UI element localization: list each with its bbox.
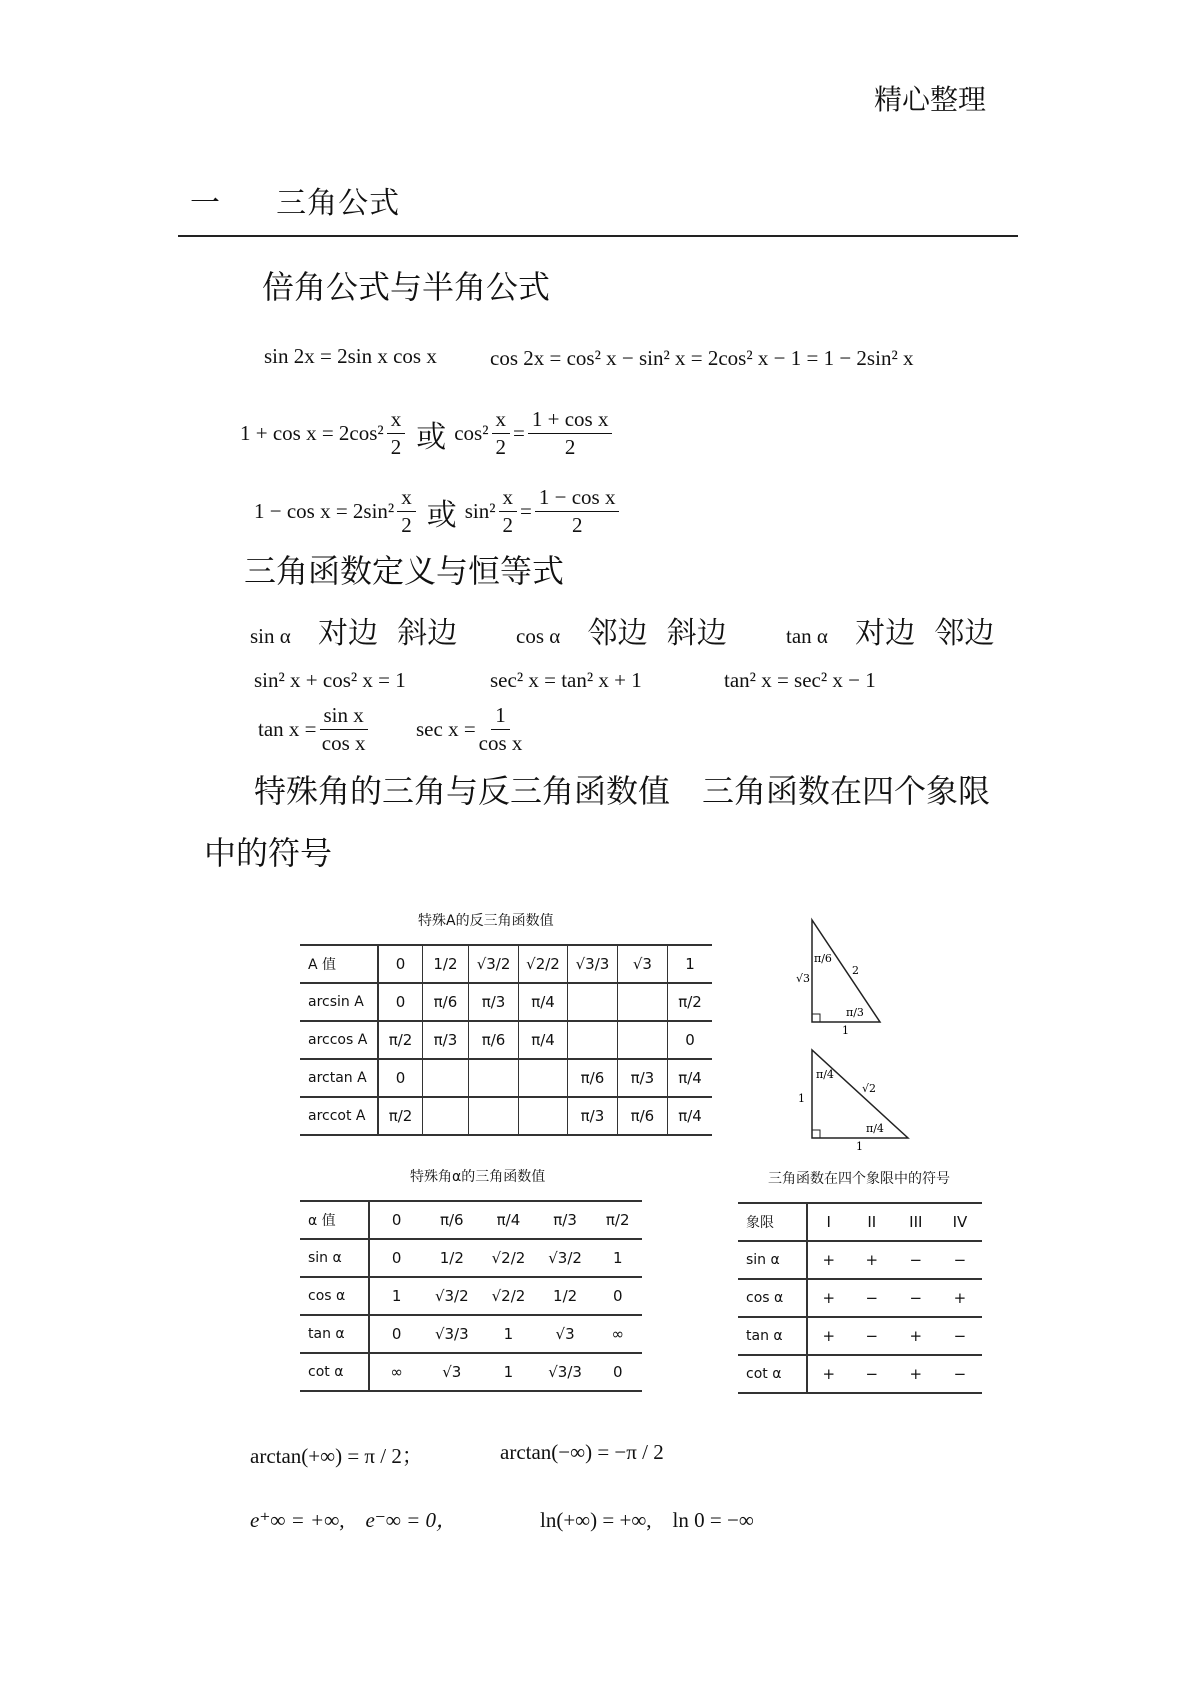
table2-cell: π/4 xyxy=(480,1201,537,1239)
table1-cell: π/2 xyxy=(378,1097,422,1135)
def-sin-edge-a: 对边 xyxy=(318,616,379,651)
def-cos xyxy=(516,608,727,652)
table2-cell: 1 xyxy=(369,1277,424,1315)
table2-cell: π/6 xyxy=(423,1201,480,1239)
def-cos-fn: cos α xyxy=(516,624,561,648)
table1-cell xyxy=(469,1097,518,1135)
half-sin-den: 2 xyxy=(401,513,412,538)
table1-cell xyxy=(617,1021,667,1059)
table1-cell: 0 xyxy=(378,1059,422,1097)
table1-cell: π/3 xyxy=(422,1021,469,1059)
table1-row xyxy=(300,983,712,1021)
tri1-side-left: √3 xyxy=(796,972,811,985)
table2-cell: cos α xyxy=(300,1277,369,1315)
table3-cell: + xyxy=(894,1317,938,1355)
half-cos-frac-den: 2 xyxy=(564,435,576,460)
table2-cell: cot α xyxy=(300,1353,369,1391)
tri2-hyp: √2 xyxy=(862,1082,877,1095)
subheading-special-angles: 特殊角的三角与反三角函数值 三角函数在四个象限 xyxy=(254,772,991,810)
tri2-angle-top: π/4 xyxy=(816,1068,834,1081)
formula-sin2x: sin 2x = 2sin x cos x xyxy=(264,344,437,368)
table1-cell: 0 xyxy=(668,1021,712,1059)
sec-def-den: cos x xyxy=(478,731,523,756)
half-sin-frac-den: 2 xyxy=(571,513,583,538)
tri2-base: 1 xyxy=(856,1140,863,1153)
table3-cell: − xyxy=(938,1355,982,1393)
table2-cell: 0 xyxy=(369,1315,424,1353)
table1-cell: √2/2 xyxy=(518,945,567,983)
table1-cell: π/4 xyxy=(668,1059,712,1097)
or-word: 或 xyxy=(416,419,447,455)
section-number: 一 xyxy=(190,186,221,221)
half-cos-num: x xyxy=(387,408,406,434)
subheading-definitions: 三角函数定义与恒等式 xyxy=(244,552,565,590)
half-sin-frac-num: 1 − cos x xyxy=(535,486,620,512)
table2-cell: ∞ xyxy=(593,1315,642,1353)
table2-cell: 1 xyxy=(480,1353,537,1391)
table2-cell: sin α xyxy=(300,1239,369,1277)
table2-cell: √2/2 xyxy=(480,1277,537,1315)
half-cos-right-x: x xyxy=(492,408,511,434)
tri2-angle-bottom: π/4 xyxy=(866,1122,884,1135)
table1-cell: π/6 xyxy=(568,1059,617,1097)
table2-cell: 0 xyxy=(593,1277,642,1315)
table2-cell: √3 xyxy=(423,1353,480,1391)
table1-cell xyxy=(617,983,667,1021)
half-cos-left: 1 + cos x = 2cos² xyxy=(240,421,384,446)
table3-cell: IV xyxy=(938,1203,982,1241)
table3-cell: − xyxy=(850,1355,894,1393)
table3-cell: II xyxy=(850,1203,894,1241)
table3-cell: + xyxy=(894,1355,938,1393)
table1-cell: π/3 xyxy=(469,983,518,1021)
table2-cell: 0 xyxy=(369,1239,424,1277)
def-sin-edge-b: 斜边 xyxy=(397,616,458,651)
table3-cell: + xyxy=(850,1241,894,1279)
table3-cell: + xyxy=(807,1241,850,1279)
limit-arctan-neg: arctan(−∞) = −π / 2 xyxy=(500,1440,664,1464)
table3-cell: tan α xyxy=(738,1317,807,1355)
table1-cell xyxy=(568,1021,617,1059)
table1-cell: arccot A xyxy=(300,1097,378,1135)
table1-cell: π/6 xyxy=(422,983,469,1021)
table2-cell: √3/2 xyxy=(537,1239,594,1277)
table3-row xyxy=(738,1317,982,1355)
table2-cell: 0 xyxy=(593,1353,642,1391)
table1-row xyxy=(300,945,712,983)
table1-caption: 特殊A的反三角函数值 xyxy=(418,913,554,929)
formula-cos2x: cos 2x = cos² x − sin² x = 2cos² x − 1 = 1 − 2sin² x xyxy=(490,346,914,370)
tri1-base: 1 xyxy=(842,1024,849,1036)
table3-row xyxy=(738,1355,982,1393)
table1-row xyxy=(300,1059,712,1097)
table-quadrant-signs xyxy=(738,1202,982,1394)
table1-row xyxy=(300,1097,712,1135)
table-inverse-trig xyxy=(300,944,712,1136)
sec-def-num: 1 xyxy=(491,704,510,730)
table2-cell: √3/2 xyxy=(423,1277,480,1315)
table1-cell xyxy=(422,1097,469,1135)
tri2-side-left: 1 xyxy=(798,1092,805,1105)
tan-def-den: cos x xyxy=(321,731,366,756)
half-sin-num: x xyxy=(397,486,416,512)
table1-cell: 1/2 xyxy=(422,945,469,983)
table3-cell: + xyxy=(807,1317,850,1355)
table1-cell xyxy=(469,1059,518,1097)
page-header: 精心整理 xyxy=(873,83,986,116)
def-cos-edge-a: 邻边 xyxy=(587,616,648,651)
table2-cell: π/3 xyxy=(537,1201,594,1239)
half-sin-left: 1 − cos x = 2sin² xyxy=(254,499,395,524)
half-sin-right-pre: sin² xyxy=(464,499,496,524)
table1-cell: 0 xyxy=(378,983,422,1021)
half-cos-right-pre: cos² xyxy=(454,421,489,446)
def-tan-edge-a: 对边 xyxy=(855,616,916,651)
limit-arctan-pos: arctan(+∞) = π / 2； xyxy=(250,1444,423,1468)
table1-cell xyxy=(518,1097,567,1135)
table1-cell: arccos A xyxy=(300,1021,378,1059)
table1-cell: arcsin A xyxy=(300,983,378,1021)
table2-caption: 特殊角α的三角函数值 xyxy=(410,1169,546,1185)
half-cos-frac-num: 1 + cos x xyxy=(528,408,613,434)
table3-cell: + xyxy=(807,1279,850,1317)
def-sin xyxy=(250,608,457,652)
table1-cell xyxy=(422,1059,469,1097)
table2-cell: 1/2 xyxy=(423,1239,480,1277)
def-sin-fn: sin α xyxy=(250,624,291,648)
tan-def-num: sin x xyxy=(320,704,368,730)
table1-cell: √3/3 xyxy=(568,945,617,983)
table2-cell: 1 xyxy=(593,1239,642,1277)
table1-cell: 1 xyxy=(668,945,712,983)
triangle2-shape xyxy=(812,1050,908,1138)
table3-cell: − xyxy=(850,1317,894,1355)
formula-half-angle-cos: 1 + cos x = 2cos² $\frac{x}{2}$ 或 cos² $\frac{x}{2}$ = $\frac{\text{1 + cos x}}{2}$ xyxy=(240,408,615,459)
identity-sec-def xyxy=(416,704,525,755)
triangle-30-60-diagram xyxy=(790,916,910,1036)
half-cos-right-2: 2 xyxy=(495,435,507,460)
table3-cell: + xyxy=(807,1355,850,1393)
table2-cell: π/2 xyxy=(593,1201,642,1239)
table3-cell: − xyxy=(850,1279,894,1317)
table2-cell: ∞ xyxy=(369,1353,424,1391)
table3-cell: − xyxy=(938,1241,982,1279)
table3-row xyxy=(738,1203,982,1241)
def-tan-fn: tan α xyxy=(786,624,828,648)
half-sin-right-x: x xyxy=(499,486,518,512)
table1-cell: π/6 xyxy=(469,1021,518,1059)
table1-cell: π/2 xyxy=(668,983,712,1021)
table2-cell: √3/3 xyxy=(537,1353,594,1391)
table1-row xyxy=(300,1021,712,1059)
subheading-double-half-angle: 倍角公式与半角公式 xyxy=(262,268,551,306)
table3-cell: cot α xyxy=(738,1355,807,1393)
table2-row xyxy=(300,1353,642,1391)
table3-cell: + xyxy=(938,1279,982,1317)
identity-pythagorean: sin² x + cos² x = 1 xyxy=(254,668,406,692)
table1-cell: π/3 xyxy=(568,1097,617,1135)
table3-cell: sin α xyxy=(738,1241,807,1279)
tan-def-left: tan x = xyxy=(258,717,317,742)
section-rule xyxy=(178,235,1018,237)
tri1-angle-bottom: π/3 xyxy=(846,1006,864,1019)
table1-cell: π/4 xyxy=(518,1021,567,1059)
table1-cell xyxy=(568,983,617,1021)
subheading-special-angles-cont: 中的符号 xyxy=(204,834,333,872)
section-title-text: 三角公式 xyxy=(276,186,401,221)
table2-cell: √3 xyxy=(537,1315,594,1353)
table1-cell: π/6 xyxy=(617,1097,667,1135)
table3-row xyxy=(738,1241,982,1279)
table3-cell: cos α xyxy=(738,1279,807,1317)
table1-cell: A 值 xyxy=(300,945,378,983)
tri1-angle-top: π/6 xyxy=(814,952,832,965)
table3-cell: − xyxy=(938,1317,982,1355)
tri1-hyp: 2 xyxy=(852,964,859,977)
table1-cell: π/3 xyxy=(617,1059,667,1097)
sec-def-left: sec x = xyxy=(416,717,476,742)
table3-cell: − xyxy=(894,1241,938,1279)
table3-cell: 象限 xyxy=(738,1203,807,1241)
def-cos-edge-b: 斜边 xyxy=(666,616,727,651)
section-title xyxy=(190,178,400,222)
table2-cell: √2/2 xyxy=(480,1239,537,1277)
table3-cell: I xyxy=(807,1203,850,1241)
table1-cell: 0 xyxy=(378,945,422,983)
table2-cell: α 值 xyxy=(300,1201,369,1239)
identity-tan: tan² x = sec² x − 1 xyxy=(724,668,876,692)
triangle1-right-angle xyxy=(812,1014,820,1022)
table1-cell: π/2 xyxy=(378,1021,422,1059)
table2-row xyxy=(300,1239,642,1277)
def-tan xyxy=(786,608,994,652)
table2-cell: √3/3 xyxy=(423,1315,480,1353)
half-cos-den: 2 xyxy=(390,435,402,460)
table1-cell: √3 xyxy=(617,945,667,983)
or-word-2: 或 xyxy=(426,497,457,533)
table1-cell xyxy=(518,1059,567,1097)
table-special-angle-values xyxy=(300,1200,642,1392)
table2-row xyxy=(300,1277,642,1315)
table3-cell: III xyxy=(894,1203,938,1241)
identity-tan-def xyxy=(258,704,371,755)
identity-sec: sec² x = tan² x + 1 xyxy=(490,668,642,692)
table1-cell: π/4 xyxy=(518,983,567,1021)
table2-cell: 1 xyxy=(480,1315,537,1353)
table2-cell: 1/2 xyxy=(537,1277,594,1315)
table3-caption: 三角函数在四个象限中的符号 xyxy=(768,1171,950,1187)
table1-cell: arctan A xyxy=(300,1059,378,1097)
table2-cell: tan α xyxy=(300,1315,369,1353)
table2-row xyxy=(300,1315,642,1353)
table1-cell: √3/2 xyxy=(469,945,518,983)
table1-cell: π/4 xyxy=(668,1097,712,1135)
half-sin-right-2: 2 xyxy=(502,513,514,538)
limit-exp: e⁺∞ = +∞, e⁻∞ = 0， xyxy=(250,1508,457,1532)
triangle-45-45-diagram xyxy=(790,1046,920,1156)
limit-ln: ln(+∞) = +∞, ln 0 = −∞ xyxy=(540,1508,754,1532)
def-tan-edge-b: 邻边 xyxy=(934,616,995,651)
table2-cell: 0 xyxy=(369,1201,424,1239)
triangle2-right-angle xyxy=(812,1130,820,1138)
table3-row xyxy=(738,1279,982,1317)
formula-half-angle-sin: 1 − cos x = 2sin² $\frac{x}{2}$ 或 sin² $\frac{x}{2}$ = $\frac{\text{1 − cos x}}{2}$ xyxy=(254,486,622,537)
table3-cell: − xyxy=(894,1279,938,1317)
table2-row xyxy=(300,1201,642,1239)
